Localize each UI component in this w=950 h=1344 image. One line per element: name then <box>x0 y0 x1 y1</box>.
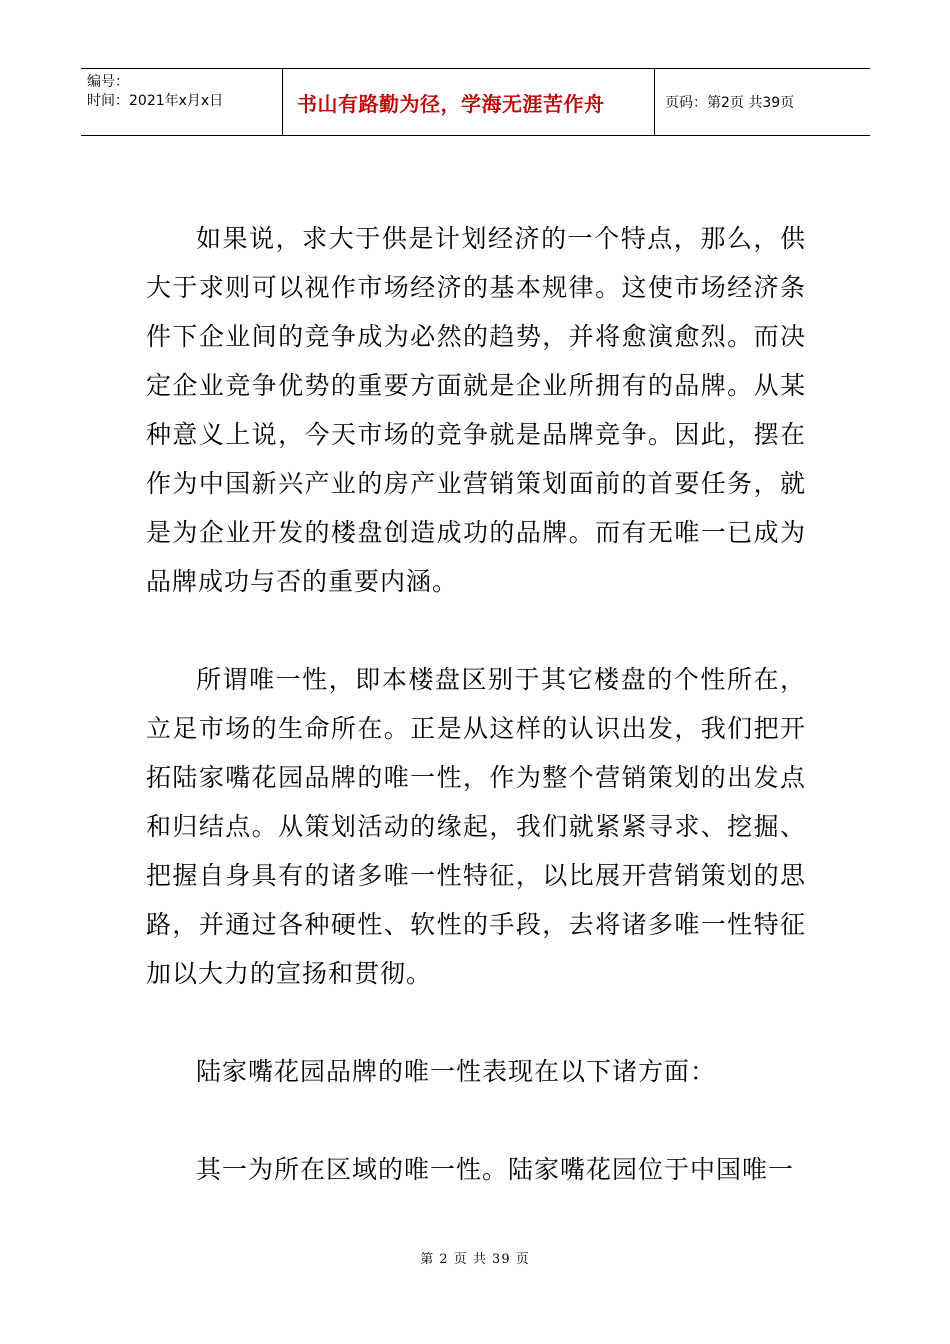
document-number-label: 编号： <box>87 74 129 90</box>
paragraph-4: 其一为所在区域的唯一性。陆家嘴花园位于中国唯一 <box>196 1155 795 1184</box>
page-footer: 第 2 页 共 39 页 <box>420 1252 530 1267</box>
header-meta <box>81 69 283 135</box>
document-body <box>146 214 806 1194</box>
paragraph-1: 如果说，求大于供是计划经济的一个特点，那么，供大于求则可以视作市场经济的基本规律。这使市场经济条件下企业间的竞争成为必然的趋势，并将愈演愈烈。而决定企业竞争优势的重要方面就是企业所拥有的品牌。从某种意义上说，今天市场的竞争就是品牌竞争。因此，摆在作为中国新兴产业的房产业营销策划面前的首要任务，就是为企业开发的楼盘创造成功的品牌。而有无唯一已成为品牌成功与否的重要内涵。 <box>146 224 806 596</box>
paragraph-2: 所谓唯一性，即本楼盘区别于其它楼盘的个性所在，立足市场的生命所在。正是从这样的认识出发，我们把开拓陆家嘴花园品牌的唯一性，作为整个营销策划的出发点和归结点。从策划活动的缘起，我们就紧紧寻求、挖掘、把握自身具有的诸多唯一性特征，以比展开营销策划的思路，并通过各种硬性、软性的手段，去将诸多唯一性特征加以大力的宣扬和贯彻。 <box>146 665 806 988</box>
paragraph-3: 陆家嘴花园品牌的唯一性表现在以下诸方面： <box>196 1057 717 1086</box>
document-time-label: 时间：2021年x月x日 <box>87 93 224 109</box>
header-motto: 书山有路勤为径，学海无涯苦作舟 <box>283 69 655 135</box>
header-page-info: 页码：第2页 共39页 <box>665 95 795 111</box>
page-header <box>81 68 870 136</box>
